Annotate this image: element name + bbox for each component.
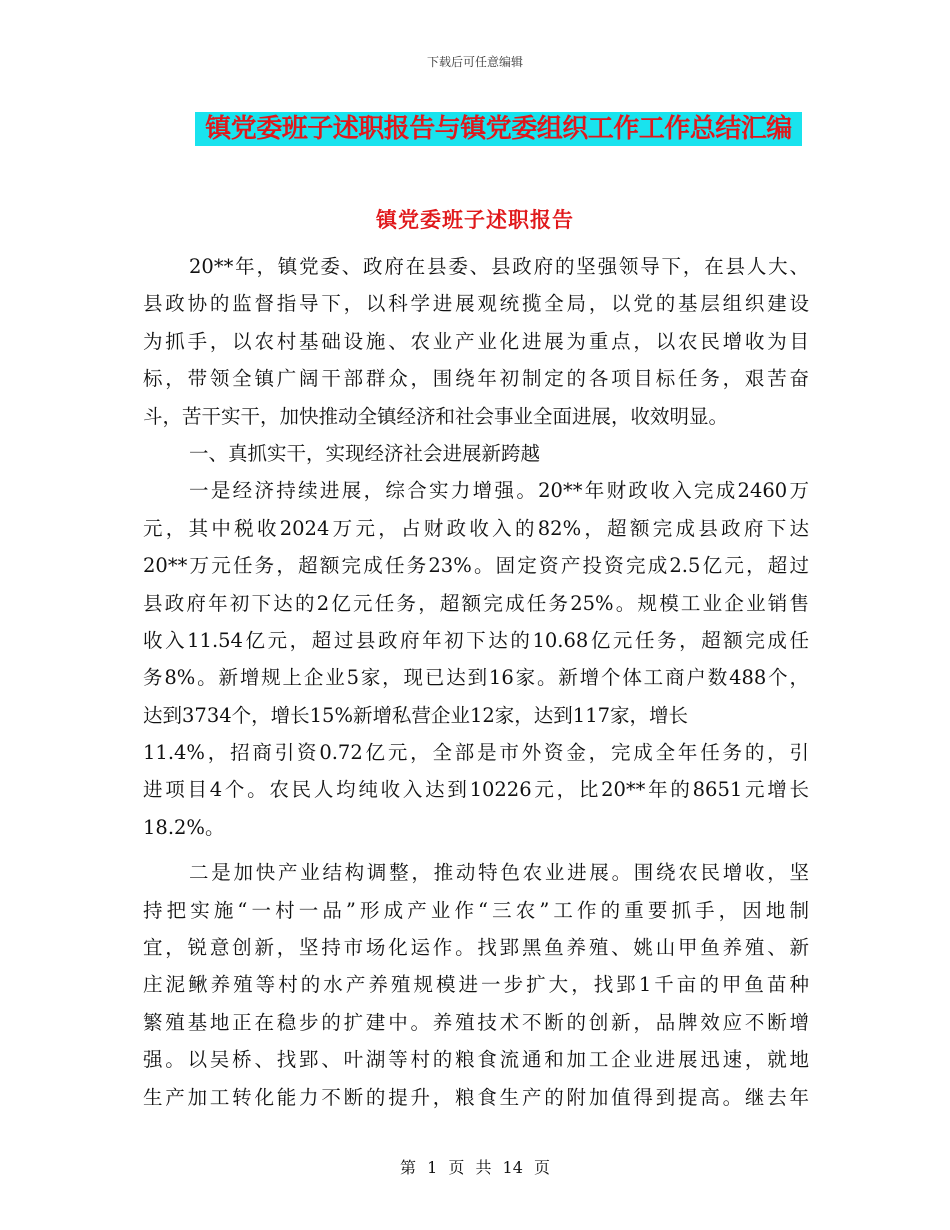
text-line: 一是经济持续进展，综合实力增强。20**年财政收入完成2460万 [189, 479, 809, 503]
main-title-highlight [195, 112, 802, 146]
header-note: 下载后可任意编辑 [426, 55, 523, 69]
text-line: 斗，苦干实干，加快推动全镇经济和社会事业全面进展，收效明显。 [143, 404, 729, 428]
section-title: 镇党委班子述职报告 [376, 207, 574, 232]
text-line: 收入11.54亿元，超过县政府年初下达的10.68亿元任务，超额完成任 [143, 628, 809, 652]
text-line: 标，带领全镇广阔干部群众，围绕年初制定的各项目标任务，艰苦奋 [143, 367, 809, 391]
paragraph [143, 248, 809, 435]
text-line: 生产加工转化能力不断的提升，粮食生产的附加值得到提高。继去年 [143, 1085, 809, 1109]
text-line: 20**年，镇党委、政府在县委、县政府的坚强领导下，在县人大、 [189, 255, 809, 278]
text-line: 达到3734个，增长15%新增私营企业12家，达到117家，增长 [143, 703, 689, 727]
text-line: 二是加快产业结构调整，推动特色农业进展。围绕农民增收，坚 [189, 861, 809, 885]
text-line: 元，其中税收2024万元，占财政收入的82%，超额完成县政府下达 [143, 516, 809, 540]
text-line: 持把实施“一村一品”形成产业作“三农”工作的重要抓手，因地制 [143, 898, 809, 922]
text-line: 强。以吴桥、找郢、叶湖等村的粮食流通和加工企业进展迅速，就地 [143, 1048, 809, 1072]
page-footer: 第 1 页 共 14 页 [400, 1158, 550, 1177]
text-line: 为抓手，以农村基础设施、农业产业化进展为重点，以农民增收为目 [143, 329, 809, 353]
paragraph [143, 472, 809, 846]
paragraph [143, 854, 809, 1116]
paragraph [143, 435, 809, 472]
text-line: 进项目4个。农民人均纯收入达到10226元，比20**年的8651元增长 [143, 778, 809, 802]
body-text [143, 248, 809, 1116]
text-line: 务8%。新增规上企业5家，现已达到16家。新增个体工商户数488个， [143, 666, 809, 690]
main-title: 镇党委班子述职报告与镇党委组织工作工作总结汇编 [205, 114, 792, 144]
text-line: 20**万元任务，超额完成任务23%。固定资产投资完成2.5亿元，超过 [143, 554, 809, 578]
section-heading: 一、真抓实干，实现经济社会进展新跨越 [189, 441, 541, 465]
text-line: 县政府年初下达的2亿元任务，超额完成任务25%。规模工业企业销售 [143, 591, 809, 615]
text-line: 繁殖基地正在稳步的扩建中。养殖技术不断的创新，品牌效应不断增 [143, 1010, 809, 1034]
text-line: 庄泥鳅养殖等村的水产养殖规模进一步扩大，找郢1千亩的甲鱼苗种 [143, 973, 809, 997]
text-line: 宜，锐意创新，坚持市场化运作。找郢黑鱼养殖、姚山甲鱼养殖、新 [143, 936, 809, 960]
text-line: 县政协的监督指导下，以科学进展观统揽全局，以党的基层组织建设 [143, 292, 809, 316]
text-line: 18.2%。 [143, 815, 225, 839]
text-line: 11.4%，招商引资0.72亿元，全部是市外资金，完成全年任务的，引 [143, 741, 809, 765]
